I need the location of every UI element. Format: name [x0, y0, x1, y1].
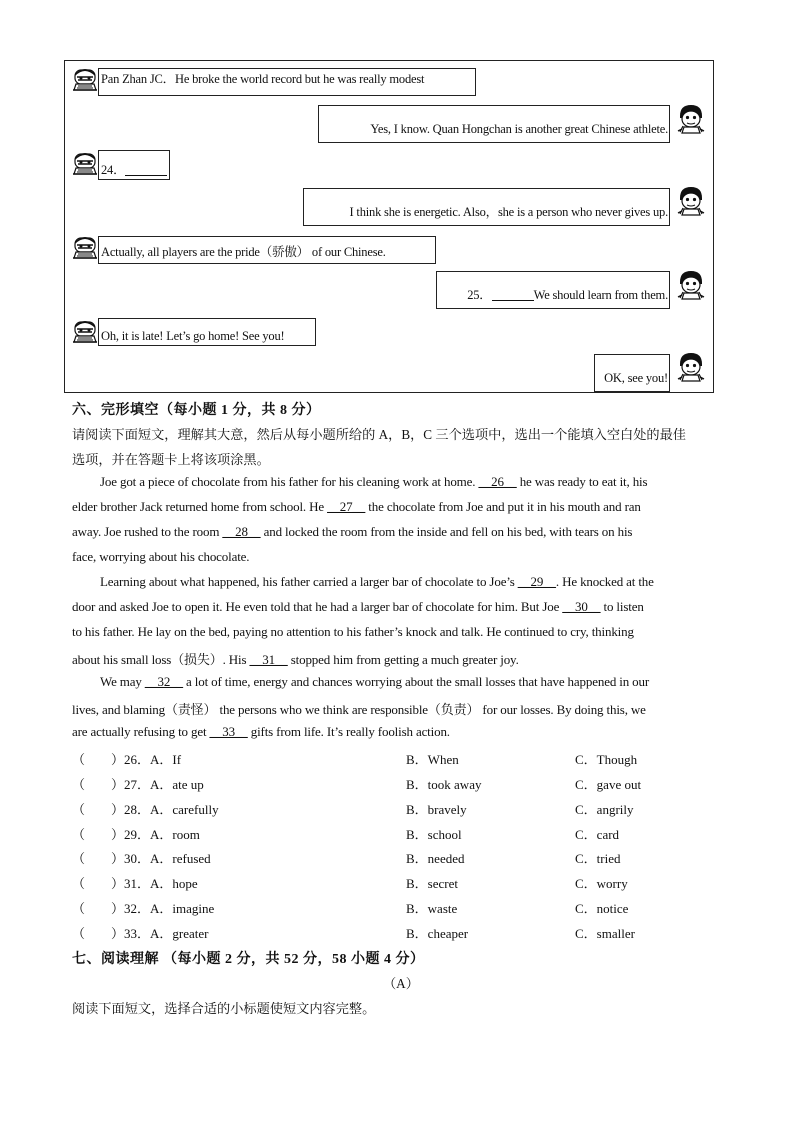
- dialog-bubble-5: Actually, all players are the pride（骄傲） of our Chinese.: [98, 236, 436, 264]
- passage-line: door and asked Joe to open it. He even told that he had a larger bar of chocolate for him. But Joe __30__ to listen: [72, 599, 644, 614]
- boy-avatar-icon: [676, 270, 706, 302]
- answer-blank-24[interactable]: [125, 164, 167, 176]
- option-c[interactable]: C．angrily: [575, 802, 634, 817]
- girl-avatar-icon: [72, 68, 98, 92]
- dialog-bubble-7: Oh, it is late! Let’s go home! See you!: [98, 318, 316, 346]
- option-row-30: [72, 848, 732, 866]
- option-row-29: [72, 824, 732, 842]
- option-a[interactable]: （ ）29．A．room: [72, 827, 200, 842]
- dialog-bubble-1: Pan Zhan JC．He broke the world record but he was really modest: [98, 68, 476, 96]
- blank-33[interactable]: __33__: [209, 724, 248, 739]
- option-row-33: [72, 923, 732, 941]
- blank-28[interactable]: __28__: [222, 524, 261, 539]
- blank-26[interactable]: __26__: [478, 474, 517, 489]
- option-row-28: [72, 799, 732, 817]
- girl-avatar-icon: [72, 236, 98, 260]
- section-7-instruction: 阅读下面短文，选择合适的小标题使短文内容完整。: [72, 1001, 376, 1016]
- option-a[interactable]: （ ）27．A．ate up: [72, 777, 204, 792]
- passage-line: lives, and blaming（责怪） the persons who we think are responsible（负责） for our losses. By doing this, we: [72, 702, 646, 717]
- section-7-subtitle: （A）: [383, 976, 419, 991]
- option-b[interactable]: B．cheaper: [406, 926, 469, 941]
- option-b[interactable]: B．bravely: [406, 802, 467, 817]
- option-b[interactable]: B．needed: [406, 851, 465, 866]
- passage-line: face, worrying about his chocolate.: [72, 549, 250, 564]
- passage-line: about his small loss（损失）. His __31__ stopped him from getting a much greater joy.: [72, 652, 519, 667]
- passage-line: to his father. He lay on the bed, paying no attention to his father’s knock and talk. He continued to cry, thinking: [72, 624, 634, 639]
- option-c[interactable]: C．Though: [575, 752, 638, 767]
- blank-27[interactable]: __27__: [327, 499, 366, 514]
- option-a[interactable]: （ ）32．A．imagine: [72, 901, 215, 916]
- boy-avatar-icon: [676, 104, 706, 136]
- dialog-bubble-question-24: [98, 150, 170, 180]
- passage-line: Learning about what happened, his father carried a larger bar of chocolate to Joe’s __29__. He knocked at the: [100, 574, 654, 589]
- girl-avatar-icon: [72, 152, 98, 176]
- boy-avatar-icon: [676, 352, 706, 384]
- option-a[interactable]: （ ）26．A．If: [72, 752, 182, 767]
- option-c[interactable]: C．worry: [575, 876, 628, 891]
- blank-30[interactable]: __30__: [562, 599, 601, 614]
- option-row-31: [72, 873, 732, 891]
- passage-line: are actually refusing to get __33__ gifts from life. It’s really foolish action.: [72, 724, 450, 739]
- option-row-27: [72, 774, 732, 792]
- dialog-bubble-4: I think she is energetic. Also，she is a person who never gives up.: [303, 188, 670, 226]
- dialog-bubble-question-25: [436, 271, 670, 309]
- passage-line: away. Joe rushed to the room __28__ and locked the room from the inside and fell on his bed, with tears on his: [72, 524, 633, 539]
- option-c[interactable]: C．smaller: [575, 926, 635, 941]
- option-b[interactable]: B．waste: [406, 901, 458, 916]
- option-c[interactable]: C．tried: [575, 851, 621, 866]
- question-number-24: 24．: [101, 163, 126, 177]
- dialog-bubble-2: Yes, I know. Quan Hongchan is another great Chinese athlete.: [318, 105, 670, 143]
- blank-32[interactable]: __32__: [144, 674, 183, 689]
- section-7-title: 七、阅读理解 （每小题 2 分，共 52 分，58 小题 4 分）: [72, 952, 425, 967]
- dialog-bubble-6-text: We should learn from them.: [533, 288, 668, 302]
- option-row-32: [72, 898, 732, 916]
- passage-line: Joe got a piece of chocolate from his father for his cleaning work at home. __26__ he was ready to eat it, his: [100, 474, 648, 489]
- dialog-bubble-8: OK, see you!: [594, 354, 670, 392]
- answer-blank-25[interactable]: [492, 289, 534, 301]
- option-a[interactable]: （ ）28．A．carefully: [72, 802, 219, 817]
- option-c[interactable]: C．card: [575, 827, 620, 842]
- passage-line: We may __32__ a lot of time, energy and chances worrying about the small losses that have happened in our: [100, 674, 650, 689]
- option-b[interactable]: B．school: [406, 827, 462, 842]
- option-b[interactable]: B．secret: [406, 876, 458, 891]
- section-6-title: 六、完形填空（每小题 1 分，共 8 分）: [72, 403, 321, 418]
- question-number-25: 25．: [467, 288, 492, 302]
- blank-29[interactable]: __29__: [517, 574, 556, 589]
- section-6-instruction-line-2: 选项，并在答题卡上将该项涂黑。: [72, 452, 270, 467]
- passage-line: elder brother Jack returned home from school. He __27__ the chocolate from Joe and put it in his mouth and ran: [72, 499, 641, 514]
- option-c[interactable]: C．gave out: [575, 777, 642, 792]
- girl-avatar-icon: [72, 320, 98, 344]
- blank-31[interactable]: __31__: [249, 652, 288, 667]
- option-b[interactable]: B．took away: [406, 777, 482, 792]
- option-a[interactable]: （ ）33．A．greater: [72, 926, 209, 941]
- option-a[interactable]: （ ）31．A．hope: [72, 876, 198, 891]
- boy-avatar-icon: [676, 186, 706, 218]
- section-6-instruction-line-1: 请阅读下面短文，理解其大意，然后从每小题所给的 A，B，C 三个选项中，选出一个能填入空白处的最佳: [72, 427, 686, 442]
- option-a[interactable]: （ ）30．A．refused: [72, 851, 211, 866]
- option-b[interactable]: B．When: [406, 752, 459, 767]
- option-c[interactable]: C．notice: [575, 901, 629, 916]
- option-row-26: [72, 749, 732, 767]
